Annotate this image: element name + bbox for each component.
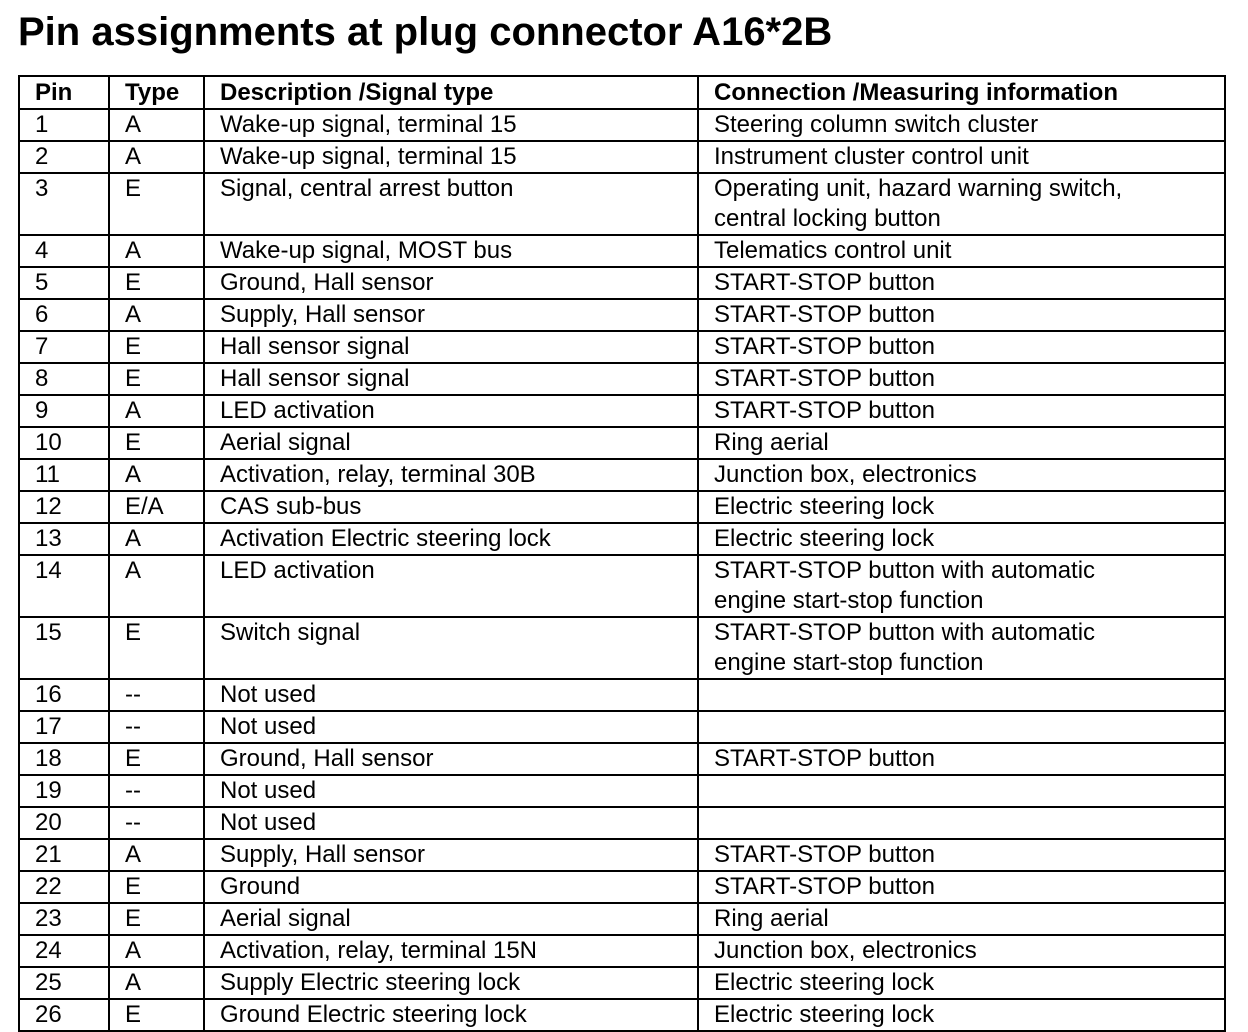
connection-cell xyxy=(698,711,1225,743)
pin-cell: 18 xyxy=(19,743,109,775)
description-cell: Activation, relay, terminal 15N xyxy=(204,935,698,967)
connection-line: START-STOP button xyxy=(714,365,935,392)
description-cell: Wake-up signal, terminal 15 xyxy=(204,109,698,141)
pin-cell: 6 xyxy=(19,299,109,331)
table-row xyxy=(19,617,1225,679)
description-cell: Not used xyxy=(204,775,698,807)
connection-line: START-STOP button xyxy=(714,397,935,424)
table-row xyxy=(19,871,1225,903)
connection-cell xyxy=(698,903,1225,935)
connection-line: Electric steering lock xyxy=(714,1001,935,1028)
pin-cell: 24 xyxy=(19,935,109,967)
connection-line: Instrument cluster control unit xyxy=(714,143,1029,170)
description-cell: LED activation xyxy=(204,555,698,617)
table-row xyxy=(19,109,1225,141)
connection-line: START-STOP button xyxy=(714,301,935,328)
connection-cell xyxy=(698,235,1225,267)
connection-cell xyxy=(698,299,1225,331)
table-row xyxy=(19,555,1225,617)
description-cell: Aerial signal xyxy=(204,903,698,935)
connection-cell xyxy=(698,173,1225,235)
table-row xyxy=(19,967,1225,999)
table-row xyxy=(19,427,1225,459)
pin-cell: 20 xyxy=(19,807,109,839)
description-cell: Ground, Hall sensor xyxy=(204,267,698,299)
pin-cell: 25 xyxy=(19,967,109,999)
table-row xyxy=(19,141,1225,173)
description-cell: Not used xyxy=(204,679,698,711)
pin-cell: 21 xyxy=(19,839,109,871)
connection-cell xyxy=(698,363,1225,395)
connection-cell xyxy=(698,679,1225,711)
type-cell: A xyxy=(109,967,204,999)
table-row xyxy=(19,299,1225,331)
table-row xyxy=(19,331,1225,363)
description-cell: Supply Electric steering lock xyxy=(204,967,698,999)
description-cell: Ground Electric steering lock xyxy=(204,999,698,1031)
type-cell: E xyxy=(109,743,204,775)
table-header-row xyxy=(19,76,1225,109)
description-cell: Not used xyxy=(204,711,698,743)
type-cell: A xyxy=(109,839,204,871)
connection-cell xyxy=(698,491,1225,523)
connection-line: engine start-stop function xyxy=(714,587,984,614)
description-cell: Wake-up signal, MOST bus xyxy=(204,235,698,267)
connection-cell xyxy=(698,871,1225,903)
description-cell: Wake-up signal, terminal 15 xyxy=(204,141,698,173)
table-row xyxy=(19,935,1225,967)
description-cell: Not used xyxy=(204,807,698,839)
type-cell: E/A xyxy=(109,491,204,523)
description-cell: Supply, Hall sensor xyxy=(204,839,698,871)
connection-cell xyxy=(698,427,1225,459)
table-row xyxy=(19,267,1225,299)
description-cell: LED activation xyxy=(204,395,698,427)
type-cell: -- xyxy=(109,679,204,711)
table-row xyxy=(19,491,1225,523)
connection-line: Ring aerial xyxy=(714,429,829,456)
connection-cell xyxy=(698,109,1225,141)
connection-line: Ring aerial xyxy=(714,905,829,932)
table-row xyxy=(19,839,1225,871)
description-cell: Switch signal xyxy=(204,617,698,679)
table-row xyxy=(19,523,1225,555)
pin-cell: 15 xyxy=(19,617,109,679)
header-type: Type xyxy=(109,76,204,109)
page-title: Pin assignments at plug connector A16*2B xyxy=(18,10,833,54)
type-cell: E xyxy=(109,331,204,363)
type-cell: E xyxy=(109,363,204,395)
type-cell: A xyxy=(109,235,204,267)
pin-cell: 3 xyxy=(19,173,109,235)
pin-cell: 23 xyxy=(19,903,109,935)
connection-cell xyxy=(698,775,1225,807)
connection-cell xyxy=(698,839,1225,871)
table-row xyxy=(19,711,1225,743)
pin-cell: 19 xyxy=(19,775,109,807)
connection-line: START-STOP button xyxy=(714,873,935,900)
connection-line: Steering column switch cluster xyxy=(714,111,1039,138)
table-body xyxy=(19,109,1225,1031)
connection-line: START-STOP button with automatic xyxy=(714,557,1096,584)
pin-cell: 9 xyxy=(19,395,109,427)
connection-line: Junction box, electronics xyxy=(714,461,977,488)
type-cell: E xyxy=(109,617,204,679)
pin-cell: 12 xyxy=(19,491,109,523)
connection-line: START-STOP button xyxy=(714,269,935,296)
header-connection: Connection /Measuring information xyxy=(698,76,1225,109)
table-row xyxy=(19,235,1225,267)
connection-cell xyxy=(698,331,1225,363)
connection-cell xyxy=(698,617,1225,679)
connection-line: Electric steering lock xyxy=(714,525,935,552)
table-row xyxy=(19,743,1225,775)
connection-line: START-STOP button xyxy=(714,745,935,772)
type-cell: A xyxy=(109,935,204,967)
table-row xyxy=(19,363,1225,395)
table-row xyxy=(19,903,1225,935)
description-cell: Supply, Hall sensor xyxy=(204,299,698,331)
type-cell: -- xyxy=(109,711,204,743)
header-description: Description /Signal type xyxy=(204,76,698,109)
type-cell: A xyxy=(109,109,204,141)
description-cell: Activation, relay, terminal 30B xyxy=(204,459,698,491)
type-cell: A xyxy=(109,523,204,555)
table-row xyxy=(19,459,1225,491)
pin-cell: 16 xyxy=(19,679,109,711)
pin-cell: 13 xyxy=(19,523,109,555)
connection-cell xyxy=(698,141,1225,173)
type-cell: E xyxy=(109,871,204,903)
connection-cell xyxy=(698,967,1225,999)
connection-line: Telematics control unit xyxy=(714,237,952,264)
connection-line: Junction box, electronics xyxy=(714,937,977,964)
type-cell: A xyxy=(109,459,204,491)
header-pin: Pin xyxy=(19,76,109,109)
connection-line: Electric steering lock xyxy=(714,493,935,520)
type-cell: A xyxy=(109,395,204,427)
connection-cell xyxy=(698,395,1225,427)
connection-cell xyxy=(698,523,1225,555)
connection-cell xyxy=(698,807,1225,839)
pin-cell: 10 xyxy=(19,427,109,459)
table-row xyxy=(19,679,1225,711)
description-cell: Activation Electric steering lock xyxy=(204,523,698,555)
pin-cell: 26 xyxy=(19,999,109,1031)
description-cell: Hall sensor signal xyxy=(204,363,698,395)
connection-line: Operating unit, hazard warning switch, xyxy=(714,175,1123,202)
description-cell: Aerial signal xyxy=(204,427,698,459)
pin-assignment-table xyxy=(18,75,1226,1032)
pin-cell: 14 xyxy=(19,555,109,617)
pin-cell: 1 xyxy=(19,109,109,141)
description-cell: Signal, central arrest button xyxy=(204,173,698,235)
connection-cell xyxy=(698,999,1225,1031)
connection-line: engine start-stop function xyxy=(714,649,984,676)
table-row xyxy=(19,807,1225,839)
connection-cell xyxy=(698,267,1225,299)
description-cell: Ground, Hall sensor xyxy=(204,743,698,775)
connection-line: central locking button xyxy=(714,205,941,232)
type-cell: E xyxy=(109,999,204,1031)
description-cell: CAS sub-bus xyxy=(204,491,698,523)
connection-cell xyxy=(698,459,1225,491)
connection-line: START-STOP button xyxy=(714,333,935,360)
type-cell: E xyxy=(109,903,204,935)
table-row xyxy=(19,173,1225,235)
connection-cell xyxy=(698,555,1225,617)
pin-cell: 17 xyxy=(19,711,109,743)
pin-cell: 4 xyxy=(19,235,109,267)
type-cell: -- xyxy=(109,775,204,807)
connection-cell xyxy=(698,935,1225,967)
table-row xyxy=(19,775,1225,807)
type-cell: E xyxy=(109,427,204,459)
connection-line: START-STOP button with automatic xyxy=(714,619,1096,646)
pin-cell: 22 xyxy=(19,871,109,903)
type-cell: A xyxy=(109,299,204,331)
connection-cell xyxy=(698,743,1225,775)
pin-cell: 2 xyxy=(19,141,109,173)
type-cell: A xyxy=(109,141,204,173)
pin-cell: 7 xyxy=(19,331,109,363)
description-cell: Hall sensor signal xyxy=(204,331,698,363)
type-cell: E xyxy=(109,267,204,299)
pin-cell: 11 xyxy=(19,459,109,491)
type-cell: -- xyxy=(109,807,204,839)
type-cell: A xyxy=(109,555,204,617)
pin-cell: 5 xyxy=(19,267,109,299)
pin-cell: 8 xyxy=(19,363,109,395)
connection-line: Electric steering lock xyxy=(714,969,935,996)
description-cell: Ground xyxy=(204,871,698,903)
table-row xyxy=(19,395,1225,427)
type-cell: E xyxy=(109,173,204,235)
connection-line: START-STOP button xyxy=(714,841,935,868)
table-row xyxy=(19,999,1225,1031)
